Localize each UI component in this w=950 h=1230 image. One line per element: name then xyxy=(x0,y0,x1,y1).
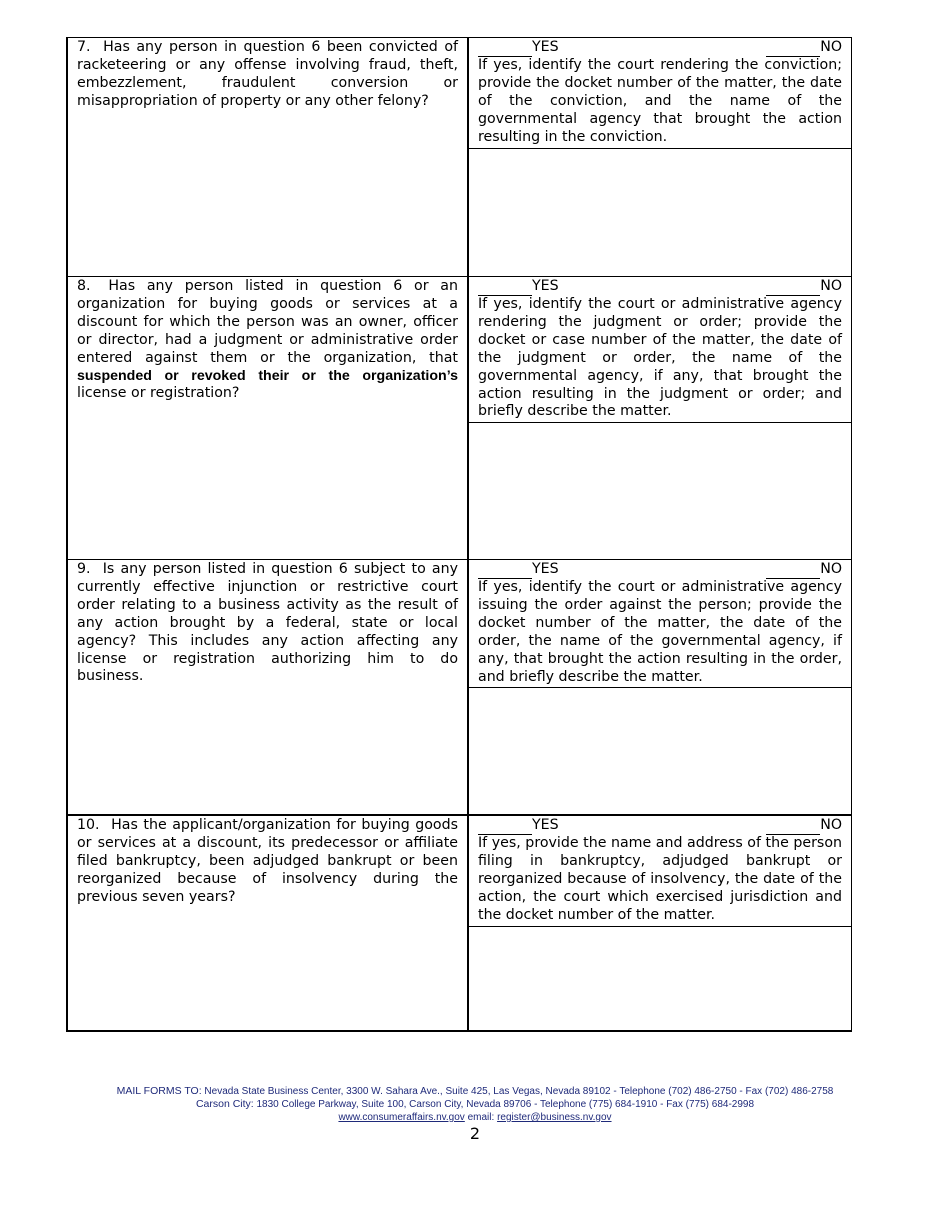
no-blank[interactable] xyxy=(766,281,820,296)
no-blank[interactable] xyxy=(766,564,820,579)
question-text: Has any person in question 6 been convicted of racketeering or any offense involving fraud, theft, embezzlement, fraudulent conversion or misappropriation of property or any other felony? xyxy=(77,39,458,109)
answer-instructions-box xyxy=(469,816,851,927)
answer-instructions: If yes, provide the name and address of the person filing in bankruptcy, adjudged bankrupt or reorganized because of insolvency, the date of the action, the court which exercised jurisdiction and the docket number of the matter. xyxy=(478,835,842,923)
yes-no-line xyxy=(478,817,842,835)
answer-cell xyxy=(469,38,851,276)
no-blank[interactable] xyxy=(766,42,820,57)
question-number: 8. xyxy=(77,278,91,294)
no-label: NO xyxy=(820,561,842,578)
question-number: 9. xyxy=(77,561,91,577)
question-row-7 xyxy=(68,38,851,277)
question-row-9 xyxy=(68,560,851,816)
answer-instructions-box xyxy=(469,38,851,149)
answer-write-area[interactable] xyxy=(469,688,851,814)
question-number: 7. xyxy=(77,39,91,55)
answer-cell xyxy=(469,277,851,559)
question-cell xyxy=(68,38,469,276)
page-number: 2 xyxy=(469,1124,481,1143)
yes-blank[interactable] xyxy=(478,820,532,835)
question-text: Has any person listed in question 6 or an organization for buying goods or services at a discount for which the person was an owner, officer or director, had a judgment or administrative order entered against them or the organization, that xyxy=(77,278,458,366)
carson-city-label: Carson City: xyxy=(195,1098,254,1110)
yes-no-line xyxy=(478,39,842,57)
answer-instructions: If yes, identify the court rendering the conviction; provide the docket number of the matter, the date of the conviction, and the name of the governmental agency that brought the action resulting in the conviction. xyxy=(478,57,842,145)
no-label: NO xyxy=(820,278,842,295)
footer-line-2 xyxy=(0,1098,950,1111)
carson-city-address: 1830 College Parkway, Suite 100, Carson City, Nevada 89706 - Telephone (775) 684-1910 - Fax (775) 684-2998 xyxy=(256,1099,755,1110)
no-blank[interactable] xyxy=(766,820,820,835)
email-label: email: xyxy=(467,1112,495,1123)
answer-instructions-box xyxy=(469,277,851,423)
answer-cell xyxy=(469,816,851,1030)
mail-forms-label: MAIL FORMS TO: xyxy=(116,1085,202,1097)
answer-instructions-box xyxy=(469,560,851,688)
question-row-8 xyxy=(68,277,851,560)
question-number: 10. xyxy=(77,817,100,833)
question-text-end: license or registration? xyxy=(77,385,240,402)
answer-instructions: If yes, identify the court or administrative agency issuing the order against the person; provide the docket number of the matter, the date of the order, the name of the governmental agency, if any, that brought the action resulting in the order, and briefly describe the matter. xyxy=(478,579,842,685)
answer-write-area[interactable] xyxy=(469,149,851,276)
question-cell xyxy=(68,277,469,559)
footer-line-1 xyxy=(0,1085,950,1098)
yes-label: YES xyxy=(532,561,559,578)
questionnaire-table xyxy=(66,37,852,1032)
footer-line-3 xyxy=(0,1111,950,1124)
question-row-10 xyxy=(68,816,851,1030)
email-link[interactable]: register@business.nv.gov xyxy=(497,1112,612,1123)
yes-blank[interactable] xyxy=(478,564,532,579)
website-link[interactable]: www.consumeraffairs.nv.gov xyxy=(338,1112,465,1123)
question-text-bold: suspended or revoked their or the organization’s xyxy=(77,367,458,384)
yes-blank[interactable] xyxy=(478,42,532,57)
answer-instructions: If yes, identify the court or administrative agency rendering the judgment or order; provide the docket or case number of the matter, the date of the judgment or order, the name of the governmental agency, if any, that brought the action resulting in the judgment or order; and briefly describe the matter. xyxy=(478,296,842,420)
answer-write-area[interactable] xyxy=(469,423,851,559)
answer-write-area[interactable] xyxy=(469,927,851,1030)
yes-no-line xyxy=(478,278,842,296)
no-label: NO xyxy=(820,817,842,834)
no-label: NO xyxy=(820,39,842,56)
yes-label: YES xyxy=(532,39,559,56)
las-vegas-address: Nevada State Business Center, 3300 W. Sahara Ave., Suite 425, Las Vegas, Nevada 89102 - Telephone (702) 486-2750 - Fax (702) 486-2758 xyxy=(204,1086,834,1097)
question-text: Has the applicant/organization for buying goods or services at a discount, its predecessor or affiliate filed bankruptcy, been adjudged bankrupt or been reorganized because of insolvency during the previous seven years? xyxy=(77,817,458,905)
answer-cell xyxy=(469,560,851,814)
yes-blank[interactable] xyxy=(478,281,532,296)
yes-no-line xyxy=(478,561,842,579)
question-cell xyxy=(68,816,469,1030)
page-footer xyxy=(0,1085,950,1124)
yes-label: YES xyxy=(532,278,559,295)
yes-label: YES xyxy=(532,817,559,834)
question-text: Is any person listed in question 6 subject to any currently effective injunction or restrictive court order relating to a business activity as the result of any action brought by a federal, state or local agency? This includes any action affecting any license or registration authorizing him to do business. xyxy=(77,561,459,685)
question-cell xyxy=(68,560,469,814)
